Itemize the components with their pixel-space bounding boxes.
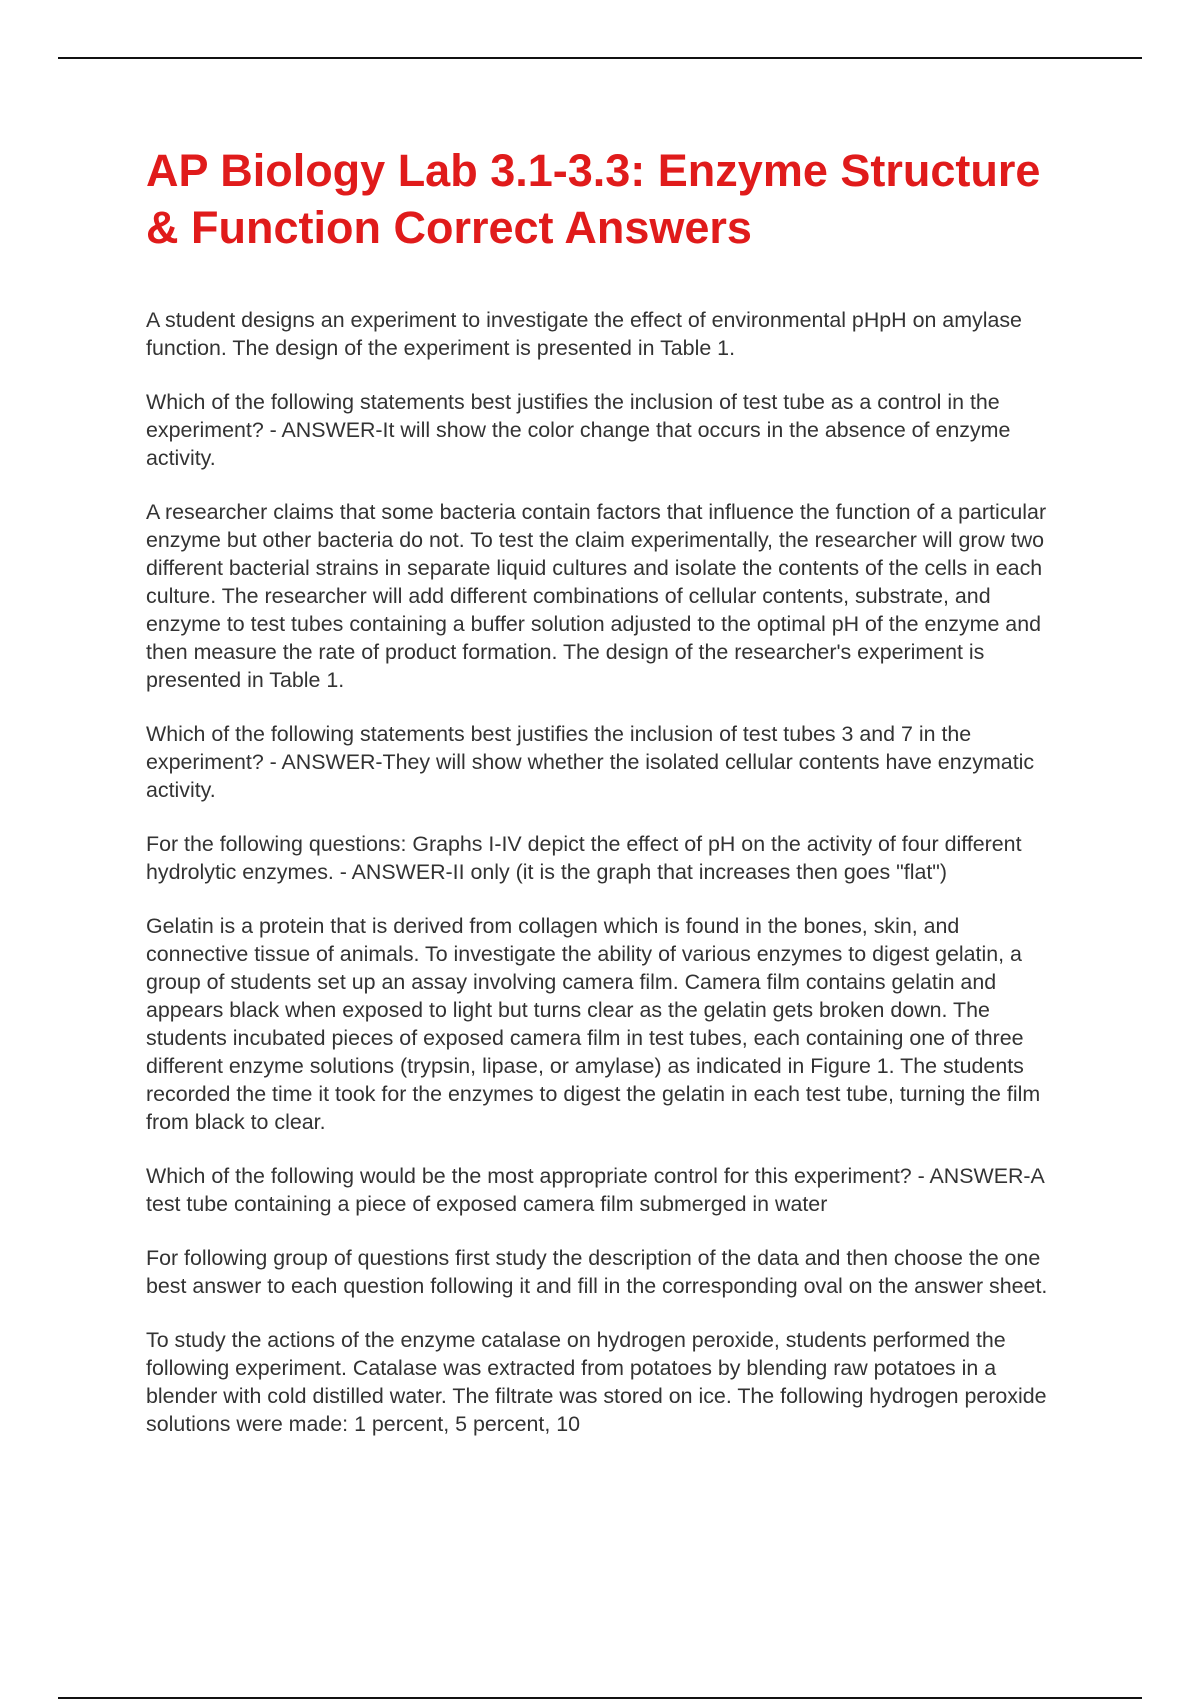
paragraph-test-tubes-question: Which of the following statements best justifies the inclusion of test tubes 3 and 7 in the experiment? - ANSWER-They will show whether the isolated cellular contents have enzymatic activity.: [146, 722, 1035, 802]
paragraph-amylase-ph: A student designs an experiment to investigate the effect of environmental pHpH on amylase function. The design of the experiment is presented in Table 1.: [146, 308, 1022, 360]
paragraph-appropriate-control: Which of the following would be the most appropriate control for this experiment? - ANSWER-A test tube containing a piece of exposed camera film submerged in water: [146, 1164, 1044, 1216]
bottom-rule: [58, 1697, 1142, 1699]
top-rule: [58, 57, 1142, 59]
paragraph-instructions: For following group of questions first study the description of the data and then choose the one best answer to each question following it and fill in the corresponding oval on the answer sheet.: [146, 1246, 1048, 1298]
paragraph-graphs-question: For the following questions: Graphs I-IV depict the effect of pH on the activity of four different hydrolytic enzymes. - ANSWER-II only (it is the graph that increases then goes "flat"): [146, 832, 1022, 884]
paragraph-bacteria-claim: A researcher claims that some bacteria contain factors that influence the function of a particular enzyme but other bacteria do not. To test the claim experimentally, the researcher will grow two different bacterial strains in separate liquid cultures and isolate the contents of the cells in each culture. The researcher will add different combinations of cellular contents, substrate, and enzyme to test tubes containing a buffer solution adjusted to the optimal pH of the enzyme and then measure the rate of product formation. The design of the researcher's experiment is presented in Table 1.: [146, 500, 1047, 692]
document-body: [146, 142, 1066, 1464]
paragraph-gelatin-assay: Gelatin is a protein that is derived from collagen which is found in the bones, skin, and connective tissue of animals. To investigate the ability of various enzymes to digest gelatin, a group of students set up an assay involving camera film. Camera film contains gelatin and appears black when exposed to light but turns clear as the gelatin gets broken down. The students incubated pieces of exposed camera film in test tubes, each containing one of three different enzyme solutions (trypsin, lipase, or amylase) as indicated in Figure 1. The students recorded the time it took for the enzymes to digest the gelatin in each test tube, turning the film from black to clear.: [146, 914, 1041, 1134]
paragraph-control-question: Which of the following statements best justifies the inclusion of test tube as a control in the experiment? - ANSWER-It will show the color change that occurs in the absence of enzyme activity.: [146, 390, 1011, 470]
document-title: AP Biology Lab 3.1-3.3: Enzyme Structure & Function Correct Answers: [146, 145, 1041, 253]
paragraph-catalase-study: To study the actions of the enzyme catalase on hydrogen peroxide, students performed the following experiment. Catalase was extracted from potatoes by blending raw potatoes in a blender with cold distilled water. The filtrate was stored on ice. The following hydrogen peroxide solutions were made: 1 percent, 5 percent, 10: [146, 1328, 1047, 1436]
